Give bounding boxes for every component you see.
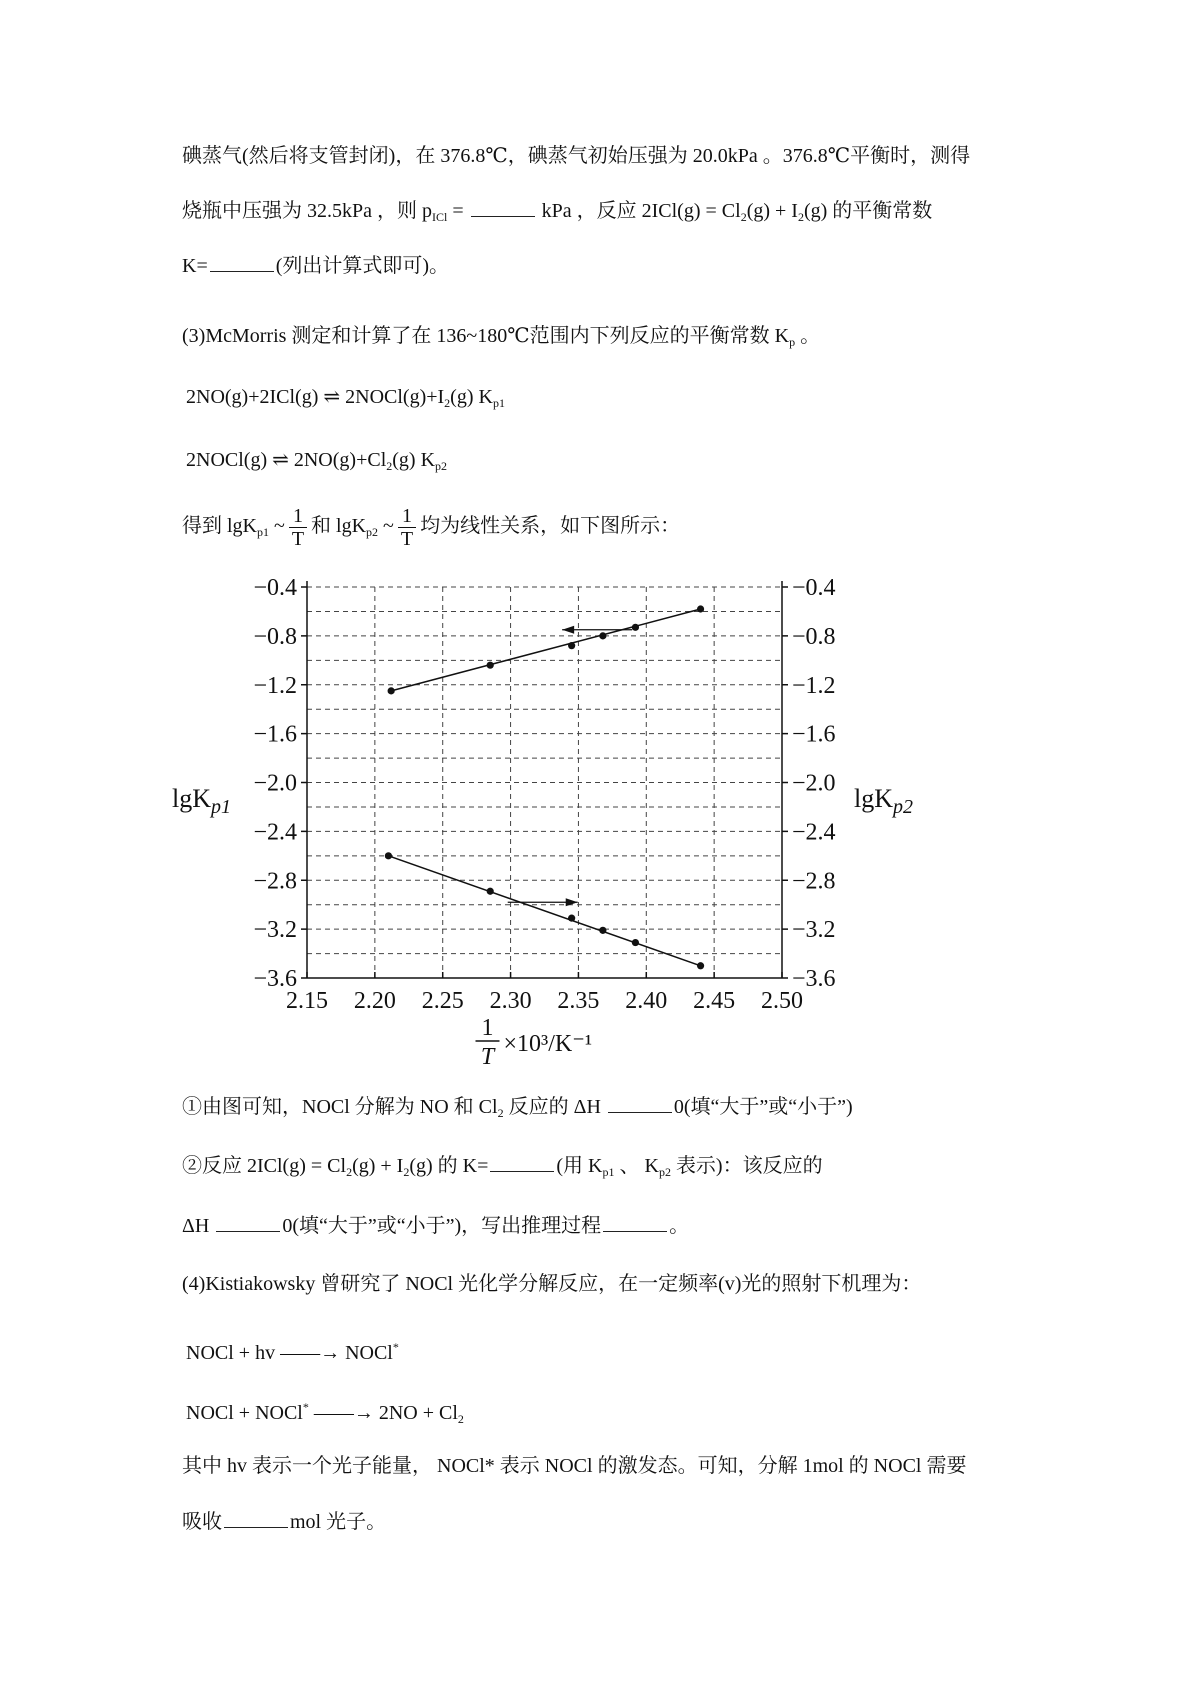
question-1 <box>182 1093 853 1127</box>
x-tick-label: 2.15 <box>286 988 328 1014</box>
x-tick-label: 2.25 <box>421 988 464 1014</box>
text-l4a: (3)McMorris 测定和计算了在 136~180℃范围内下列反应的平衡常数 K <box>182 325 790 347</box>
question-3 <box>182 1212 689 1240</box>
answer-blank-reasoning[interactable] <box>603 1213 667 1232</box>
chart-grid <box>307 587 782 978</box>
x-title-frac-den: T <box>480 1044 495 1070</box>
y-tick-label-right: −3.6 <box>792 966 836 992</box>
data-point <box>599 927 606 934</box>
answer-blank-p-icl[interactable] <box>471 198 535 217</box>
equation-1 <box>186 383 505 417</box>
text-l5a: 得到 lgK <box>182 515 257 538</box>
y-tick-label-left: −2.8 <box>253 868 297 895</box>
reaction-2-text-b: ——→ 2NO + Cl <box>308 1402 458 1424</box>
q2-text-e: 、 K <box>614 1155 659 1177</box>
y-tick-label-right: −2.8 <box>792 868 836 895</box>
q1-text-a: ①由图可知，NOCl 分解为 NO 和 Cl <box>182 1096 498 1118</box>
q3-text-a: ΔH <box>182 1215 215 1237</box>
reaction-1 <box>186 1333 399 1367</box>
sub-2: 2 <box>457 1412 464 1426</box>
q4-text: (4)Kistiakowsky 曾研究了 NOCl 光化学分解反应，在一定频率(v)光的照射下机理为： <box>182 1273 922 1295</box>
fraction-1-over-t-2 <box>398 505 416 550</box>
y-tick-label-right: −1.2 <box>792 672 836 699</box>
text-l2b: = <box>447 200 469 222</box>
reaction-1-text: NOCl + hv ——→ NOCl <box>186 1342 393 1364</box>
series-line-1 <box>388 856 700 966</box>
question-4 <box>182 1270 921 1298</box>
y-tick-label-left: −1.6 <box>253 721 297 748</box>
text-l2a: 烧瓶中压强为 32.5kPa ，则 p <box>182 200 432 222</box>
y-tick-label-right: −0.8 <box>792 623 836 650</box>
y-tick-label-right: −2.4 <box>792 819 836 846</box>
q2-text-f: 表示)：该反应的 <box>670 1155 823 1177</box>
y-tick-label-left: −2.0 <box>253 770 297 797</box>
y-tick-label-left: −0.8 <box>253 623 297 650</box>
text-line-4 <box>182 322 820 356</box>
data-point <box>568 642 575 649</box>
text-l3b: (列出计算式即可)。 <box>275 255 450 277</box>
y-axis-title-left <box>172 784 231 818</box>
answer-blank-dh-2[interactable] <box>216 1213 280 1232</box>
text-l7b: mol 光子。 <box>290 1511 387 1533</box>
x-tick-label: 2.20 <box>353 988 396 1014</box>
y-tick-label-left: −2.4 <box>253 819 297 846</box>
chart-axes <box>301 581 788 978</box>
sub-2: 2 <box>346 1165 353 1179</box>
y-tick-label-right: −1.6 <box>792 721 836 748</box>
sub-icl: ICl <box>432 210 448 224</box>
q3-text-c: 。 <box>669 1215 690 1237</box>
sub-p2: p2 <box>658 1165 671 1179</box>
y-tick-label-right: −2.0 <box>792 770 836 797</box>
text-line-5 <box>182 505 680 550</box>
text-line-1 <box>182 142 970 170</box>
text-l6: 其中 hv 表示一个光子能量， NOCl* 表示 NOCl 的激发态。可知，分解 1mol 的 NOCl 需要 <box>182 1455 967 1477</box>
x-tick-label: 2.50 <box>761 988 803 1014</box>
tilde-2: ~ <box>378 515 394 538</box>
chart-labels <box>172 575 913 1070</box>
answer-blank-k-2[interactable] <box>490 1153 554 1172</box>
y-tick-label-right: −3.2 <box>792 917 836 944</box>
x-tick-label: 2.35 <box>557 988 600 1014</box>
reaction-2 <box>186 1393 464 1433</box>
sub-2: 2 <box>403 1165 410 1179</box>
text-l2e: (g) 的平衡常数 <box>803 200 933 222</box>
q1-text-c: 0(填“大于”或“小于”) <box>673 1096 853 1118</box>
data-point <box>632 939 639 946</box>
y-axis-title-right <box>854 784 913 818</box>
eq1-text-b: (g) K <box>450 386 493 408</box>
data-point <box>568 915 575 922</box>
y-tick-label-left: −3.6 <box>253 966 297 992</box>
text-line-2 <box>182 197 932 231</box>
arrow-left-head <box>562 626 574 634</box>
sub-2: 2 <box>740 210 747 224</box>
q1-text-b: 反应的 ΔH <box>503 1096 606 1118</box>
question-2 <box>182 1152 823 1186</box>
text-line-7 <box>182 1508 386 1536</box>
y-title-left-main: lgK <box>172 783 211 813</box>
sub-p1: p1 <box>602 1165 615 1179</box>
text-l1: 碘蒸气(然后将支管封闭)，在 376.8℃，碘蒸气初始压强为 20.0kPa 。376.8℃平衡时，测得 <box>182 145 971 167</box>
sub-p: p <box>789 335 796 349</box>
y-title-right-main: lgK <box>854 783 893 813</box>
q3-text-b: 0(填“大于”或“小于”)，写出推理过程 <box>282 1215 602 1237</box>
answer-blank-dh-1[interactable] <box>608 1094 672 1113</box>
data-point <box>388 687 395 694</box>
eq1-text-a: 2NO(g)+2ICl(g) ⇌ 2NOCl(g)+I <box>186 386 445 408</box>
y-title-left-sub: p1 <box>211 795 231 818</box>
data-point <box>697 962 704 969</box>
text-line-3 <box>182 252 449 280</box>
text-line-6 <box>182 1452 966 1480</box>
q2-text-b: (g) + I <box>352 1155 404 1177</box>
text-l3a: K= <box>182 255 208 277</box>
x-title-frac-num: 1 <box>481 1015 494 1041</box>
data-point <box>697 605 704 612</box>
sub-2: 2 <box>797 210 804 224</box>
sup-star: * <box>302 1400 309 1414</box>
data-point <box>599 632 606 639</box>
sup-star: * <box>392 1340 399 1354</box>
y-tick-label-left: −1.2 <box>253 672 297 699</box>
y-tick-label-right: −0.4 <box>792 575 836 601</box>
x-tick-label: 2.40 <box>625 988 668 1014</box>
q2-text-d: (用 K <box>556 1155 603 1177</box>
text-l4b: 。 <box>795 325 821 347</box>
text-l5c: 和 lgK <box>311 515 367 538</box>
answer-blank-k[interactable] <box>210 253 274 272</box>
fraction-1-over-t <box>289 505 307 550</box>
sub-2: 2 <box>386 459 393 473</box>
sub-p2: p2 <box>366 525 379 540</box>
text-l7a: 吸收 <box>182 1511 222 1533</box>
lgk-vs-inverse-t-chart <box>170 565 913 1070</box>
eq2-sub-kp2: p2 <box>435 459 448 473</box>
equation-2 <box>186 446 447 480</box>
series-line-0 <box>391 609 700 691</box>
tilde-1: ~ <box>269 515 285 538</box>
data-point <box>487 888 494 895</box>
x-axis-title: ×10³/K⁻¹ <box>503 1031 593 1057</box>
frac-den: T <box>400 528 414 550</box>
frac-den: T <box>291 528 305 550</box>
y-tick-label-left: −3.2 <box>253 917 297 944</box>
x-tick-label: 2.30 <box>489 988 532 1014</box>
x-tick-label: 2.45 <box>693 988 736 1014</box>
reaction-2-text-a: NOCl + NOCl <box>186 1402 303 1424</box>
answer-blank-mol[interactable] <box>224 1509 288 1528</box>
data-point <box>632 624 639 631</box>
q2-text-c: (g) 的 K= <box>409 1155 489 1177</box>
eq2-text-a: 2NOCl(g) ⇌ 2NO(g)+Cl <box>186 449 387 471</box>
frac-num: 1 <box>289 505 307 528</box>
text-l2d: (g) + I <box>746 200 798 222</box>
eq1-sub-kp1: p1 <box>492 396 505 410</box>
sub-2: 2 <box>497 1106 504 1120</box>
data-point <box>385 852 392 859</box>
y-title-right-sub: p2 <box>893 795 913 818</box>
q2-text-a: ②反应 2ICl(g) = Cl <box>182 1155 347 1177</box>
sub-p1: p1 <box>257 525 269 540</box>
y-tick-label-left: −0.4 <box>253 575 297 601</box>
eq2-text-b: (g) K <box>392 449 436 471</box>
data-point <box>487 662 494 669</box>
frac-num: 1 <box>398 505 416 528</box>
text-l5e: 均为线性关系，如下图所示： <box>420 515 681 538</box>
text-l2c: kPa ，反应 2ICl(g) = Cl <box>536 200 741 222</box>
sub-2: 2 <box>444 396 451 410</box>
